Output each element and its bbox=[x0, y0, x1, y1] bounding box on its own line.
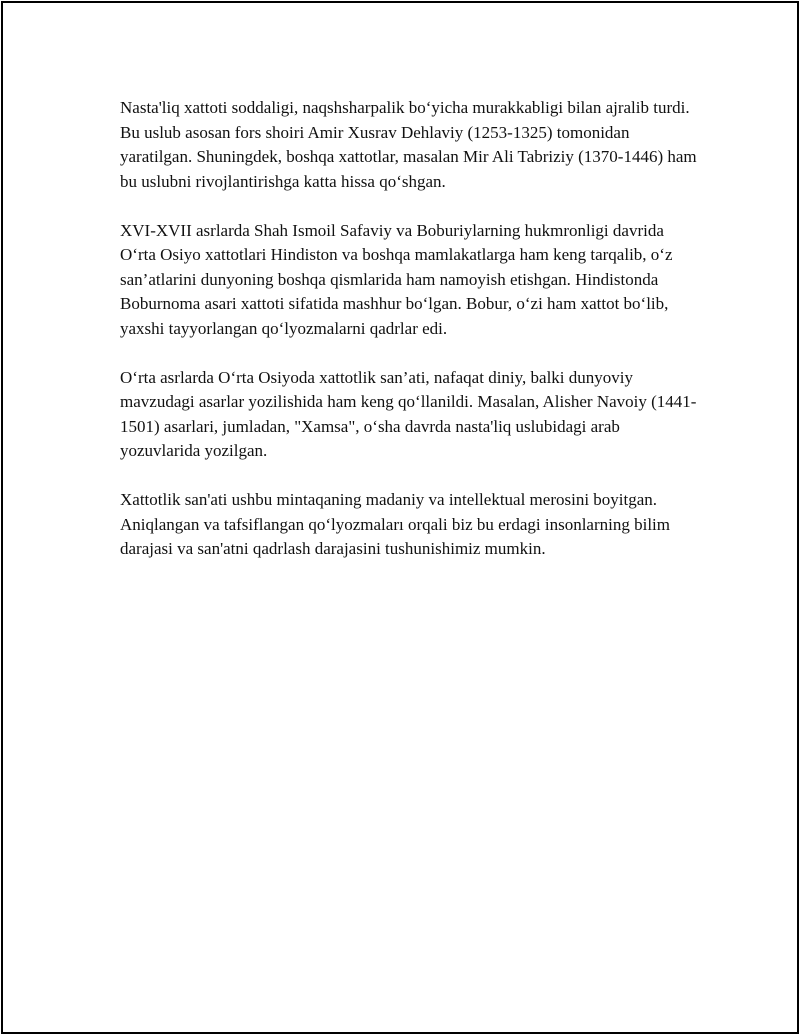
paragraph: XVI-XVII asrlarda Shah Ismoil Safaviy va Boburiylarning hukmronligi davrida O‘rta Osiyo xattotlari Hindiston va boshqa mamlakatlarga ham keng tarqalib, o‘z san’atlarini dunyoning boshqa qismlarida ham namoyish etishgan. Hindistonda Boburnoma asari xattoti sifatida mashhur bo‘lgan. Bobur, o‘zi ham xattot bo‘lib, yaxshi tayyorlangan qo‘lyozmalarni qadrlar edi. bbox=[120, 220, 673, 338]
paragraph: Xattotlik san'ati ushbu mintaqaning madaniy va intellektual merosini boyitgan. Aniqlangan va tafsiflangan qo‘lyozmaları orqali biz bu erdagi insonlarning bilim darajasi va san'atni qadrlash darajasini tushunishimiz mumkin. bbox=[120, 490, 670, 558]
document-body bbox=[120, 96, 700, 586]
page bbox=[1, 1, 799, 1034]
paragraph: Nasta'liq xattoti soddaligi, naqshsharpalik bo‘yicha murakkabligi bilan ajralib turdi. Bu uslub asosan fors shoiri Amir Xusrav Dehlaviy (1253-1325) tomonidan yaratilgan. Shuningdek, boshqa xattotlar, masalan Mir Ali Tabriziy (1370-1446) ham bu uslubni rivojlantirishga katta hissa qo‘shgan. bbox=[120, 98, 697, 191]
paragraph: O‘rta asrlarda O‘rta Osiyoda xattotlik san’ati, nafaqat diniy, balki dunyoviy mavzudagi asarlar yozilishida ham keng qo‘llanildi. Masalan, Alisher Navoiy (1441-1501) asarlari, jumladan, "Xamsa", o‘sha davrda nasta'liq uslubidagi arab yozuvlarida yozilgan. bbox=[120, 367, 697, 460]
